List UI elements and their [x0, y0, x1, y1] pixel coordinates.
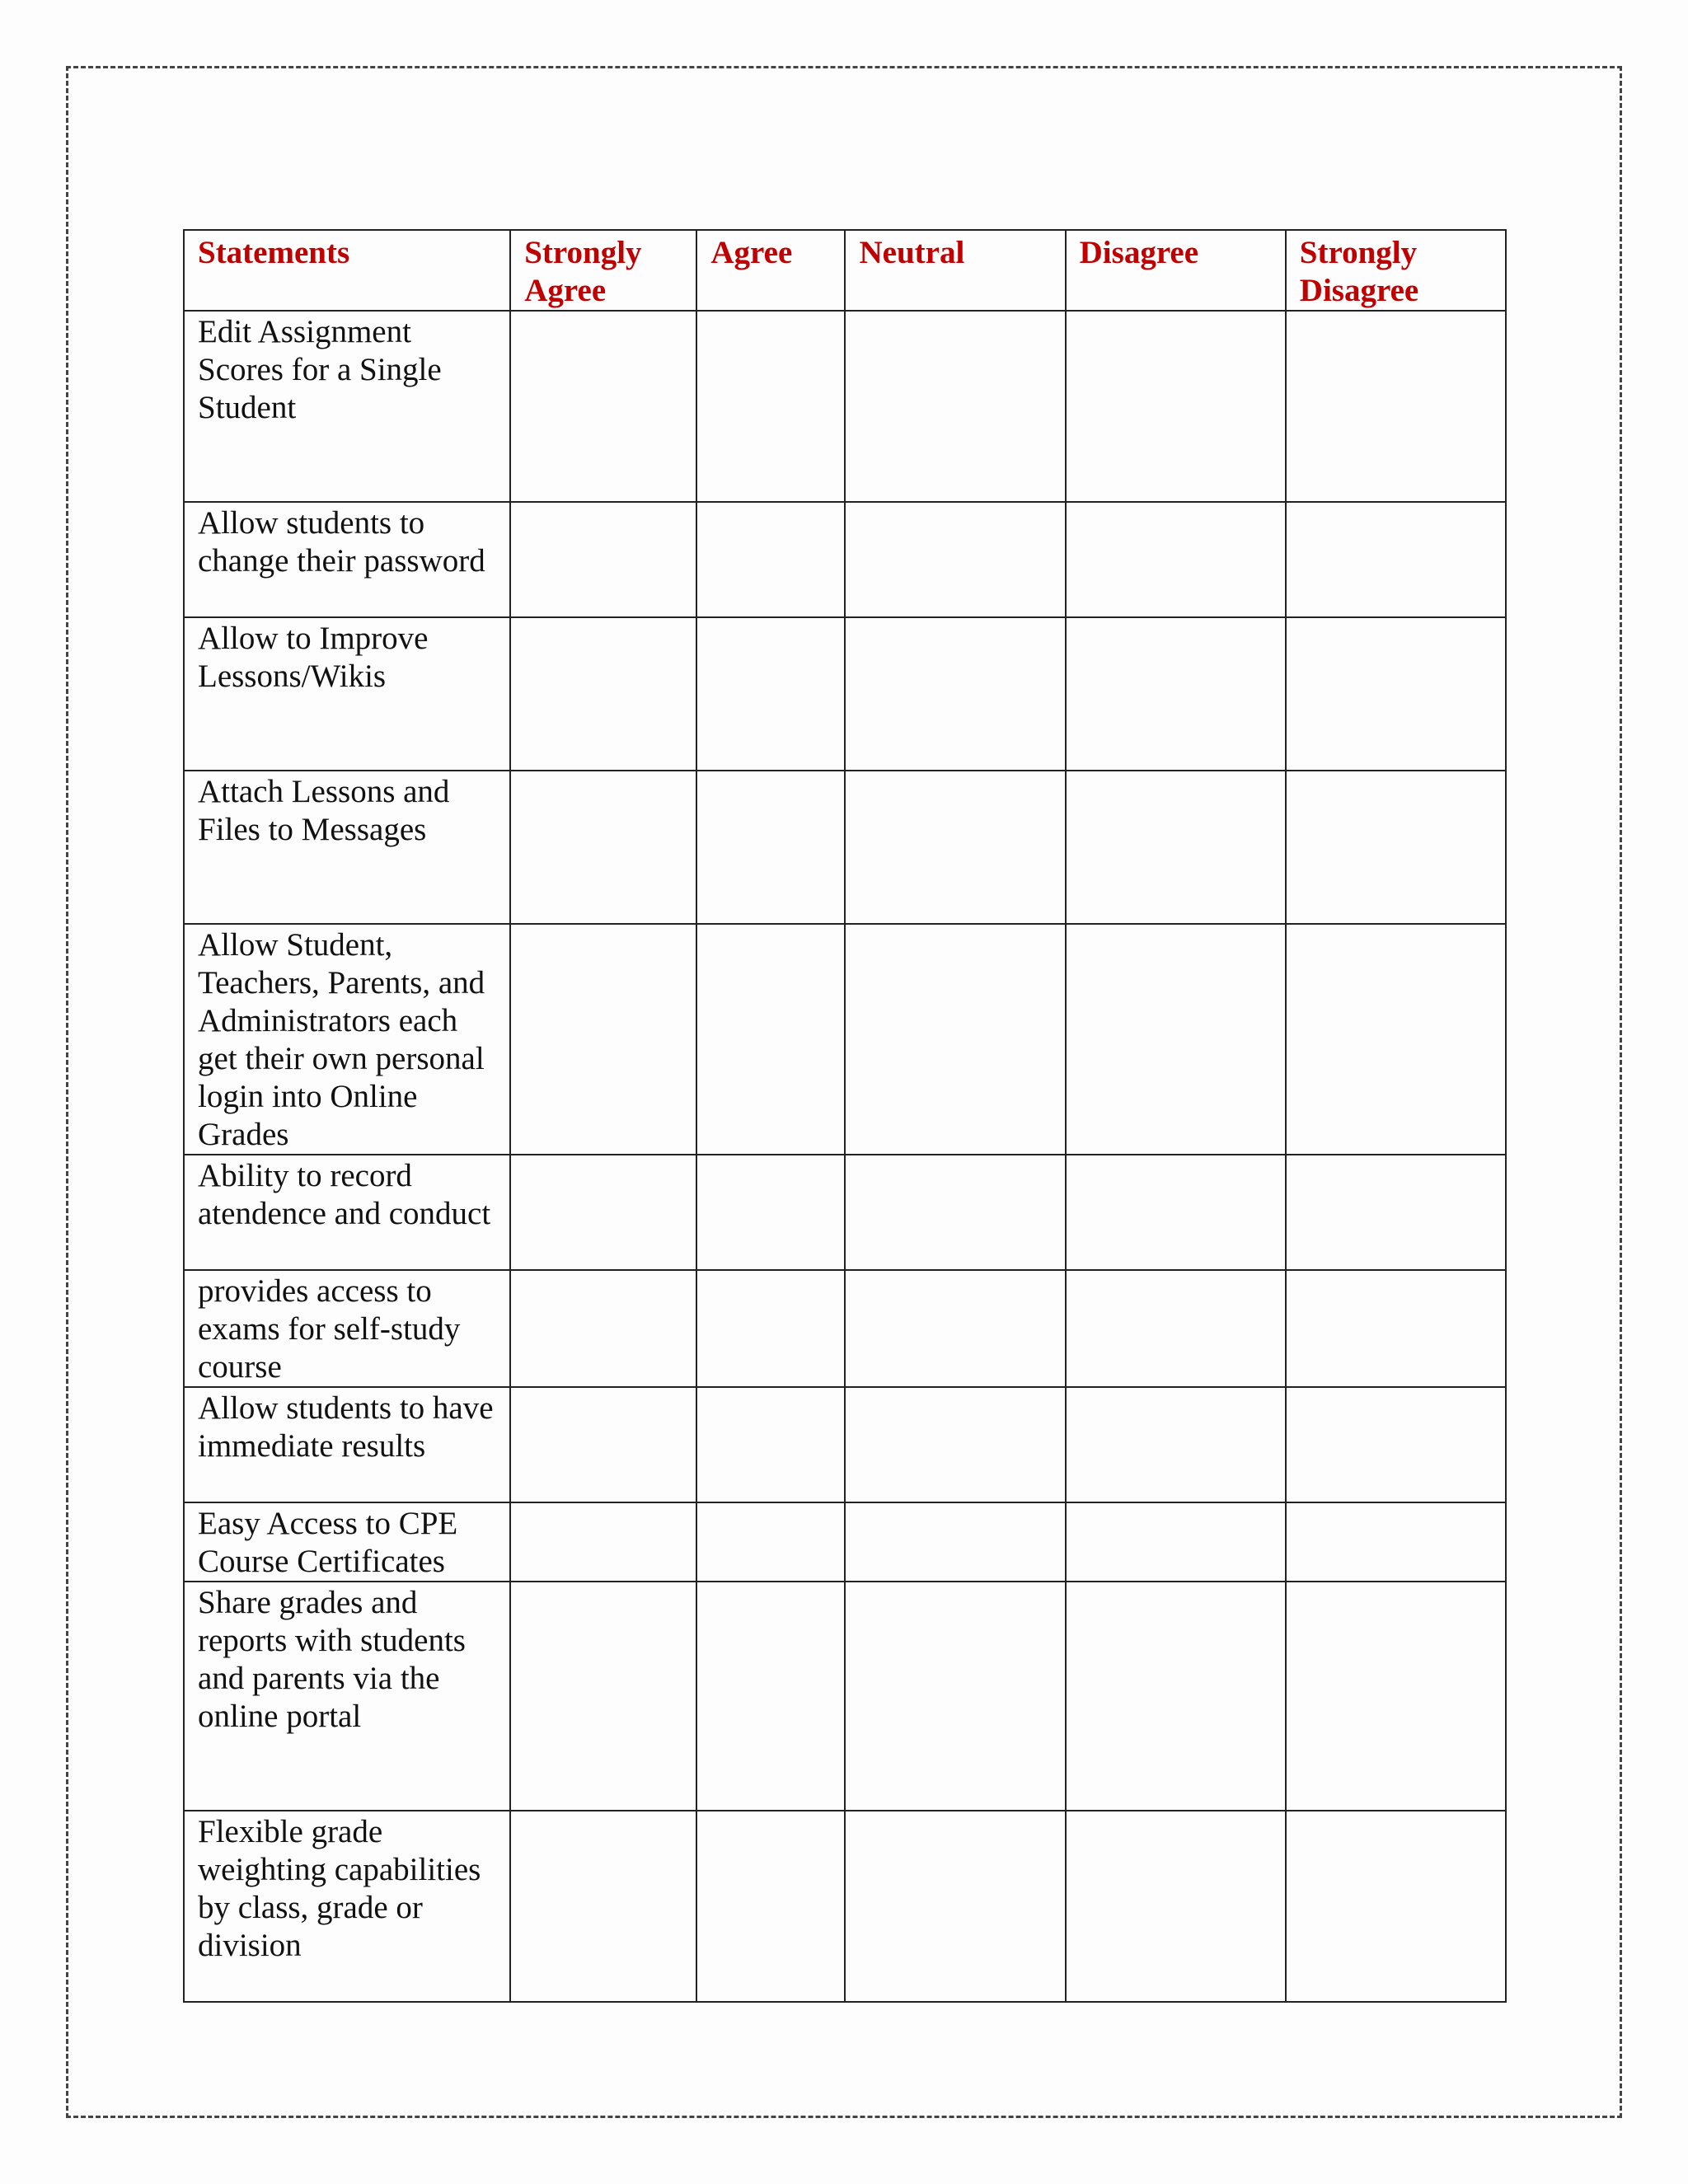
statement-text: Allow to Improve Lessons/Wikis [198, 621, 429, 694]
statement-cell [184, 1811, 510, 2002]
response-cell-neutral[interactable] [845, 311, 1065, 502]
response-cell-agree[interactable] [696, 1582, 845, 1811]
response-cell-strongly-disagree[interactable] [1286, 311, 1506, 502]
response-cell-strongly-agree[interactable] [510, 617, 696, 771]
response-cell-strongly-disagree[interactable] [1286, 1502, 1506, 1582]
response-cell-strongly-agree[interactable] [510, 1270, 696, 1387]
table-row [184, 311, 1506, 502]
response-cell-agree[interactable] [696, 311, 845, 502]
header-strongly-agree: Strongly Agree [510, 230, 696, 311]
statement-cell [184, 502, 510, 617]
response-cell-strongly-disagree[interactable] [1286, 1582, 1506, 1811]
table-row [184, 1387, 1506, 1502]
response-cell-strongly-agree[interactable] [510, 502, 696, 617]
header-agree: Agree [696, 230, 845, 311]
response-cell-strongly-disagree[interactable] [1286, 771, 1506, 924]
response-cell-strongly-agree[interactable] [510, 771, 696, 924]
response-cell-neutral[interactable] [845, 924, 1065, 1155]
statement-text: provides access to exams for self-study course [198, 1273, 461, 1385]
response-cell-disagree[interactable] [1066, 1155, 1286, 1270]
statement-cell [184, 311, 510, 502]
response-cell-neutral[interactable] [845, 617, 1065, 771]
statement-cell [184, 1155, 510, 1270]
response-cell-strongly-disagree[interactable] [1286, 1387, 1506, 1502]
response-cell-neutral[interactable] [845, 1582, 1065, 1811]
response-cell-neutral[interactable] [845, 1387, 1065, 1502]
response-cell-disagree[interactable] [1066, 1582, 1286, 1811]
header-neutral: Neutral [845, 230, 1065, 311]
response-cell-strongly-agree[interactable] [510, 1387, 696, 1502]
statement-cell [184, 1387, 510, 1502]
response-cell-disagree[interactable] [1066, 771, 1286, 924]
response-cell-strongly-disagree[interactable] [1286, 617, 1506, 771]
response-cell-strongly-disagree[interactable] [1286, 1155, 1506, 1270]
statement-text: Edit Assignment Scores for a Single Student [198, 314, 442, 425]
response-cell-strongly-agree[interactable] [510, 1582, 696, 1811]
table-row [184, 1582, 1506, 1811]
response-cell-agree[interactable] [696, 617, 845, 771]
response-cell-agree[interactable] [696, 502, 845, 617]
statement-cell [184, 1502, 510, 1582]
response-cell-strongly-disagree[interactable] [1286, 1270, 1506, 1387]
table-row [184, 1811, 1506, 2002]
response-cell-disagree[interactable] [1066, 617, 1286, 771]
statement-cell [184, 617, 510, 771]
response-cell-neutral[interactable] [845, 502, 1065, 617]
table-row [184, 1155, 1506, 1270]
response-cell-disagree[interactable] [1066, 311, 1286, 502]
survey-body [184, 311, 1506, 2002]
response-cell-neutral[interactable] [845, 1155, 1065, 1270]
response-cell-agree[interactable] [696, 1811, 845, 2002]
response-cell-neutral[interactable] [845, 1502, 1065, 1582]
response-cell-agree[interactable] [696, 771, 845, 924]
response-cell-strongly-disagree[interactable] [1286, 1811, 1506, 2002]
response-cell-neutral[interactable] [845, 771, 1065, 924]
statement-text: Allow students to have immediate results [198, 1390, 494, 1464]
statement-text: Easy Access to CPE Course Certificates [198, 1506, 458, 1579]
statement-cell [184, 1270, 510, 1387]
statement-text: Flexible grade weighting capabilities by class, grade or division [198, 1814, 481, 1963]
statement-text: Share grades and reports with students and parents via the online portal [198, 1585, 466, 1734]
response-cell-disagree[interactable] [1066, 924, 1286, 1155]
table-row [184, 502, 1506, 617]
header-row [184, 230, 1506, 311]
table-row [184, 1270, 1506, 1387]
response-cell-disagree[interactable] [1066, 1270, 1286, 1387]
response-cell-agree[interactable] [696, 1270, 845, 1387]
table-row [184, 617, 1506, 771]
response-cell-strongly-agree[interactable] [510, 924, 696, 1155]
header-statements: Statements [184, 230, 510, 311]
table-row [184, 1502, 1506, 1582]
table-row [184, 924, 1506, 1155]
statement-text: Allow students to change their password [198, 505, 485, 579]
statement-text: Allow Student, Teachers, Parents, and Administrators each get their own personal login into Online Grades [198, 927, 485, 1152]
statement-text: Ability to record atendence and conduct [198, 1158, 491, 1231]
table-row [184, 771, 1506, 924]
response-cell-strongly-agree[interactable] [510, 1502, 696, 1582]
statement-cell [184, 1582, 510, 1811]
statement-text: Attach Lessons and Files to Messages [198, 774, 450, 847]
response-cell-strongly-agree[interactable] [510, 1811, 696, 2002]
response-cell-neutral[interactable] [845, 1811, 1065, 2002]
response-cell-disagree[interactable] [1066, 1811, 1286, 2002]
response-cell-agree[interactable] [696, 1502, 845, 1582]
response-cell-disagree[interactable] [1066, 1502, 1286, 1582]
response-cell-strongly-disagree[interactable] [1286, 502, 1506, 617]
response-cell-agree[interactable] [696, 1155, 845, 1270]
response-cell-disagree[interactable] [1066, 1387, 1286, 1502]
response-cell-strongly-agree[interactable] [510, 1155, 696, 1270]
response-cell-agree[interactable] [696, 924, 845, 1155]
header-strongly-disagree: Strongly Disagree [1286, 230, 1506, 311]
response-cell-agree[interactable] [696, 1387, 845, 1502]
statement-cell [184, 924, 510, 1155]
survey-table [183, 229, 1507, 2003]
header-disagree: Disagree [1066, 230, 1286, 311]
response-cell-strongly-disagree[interactable] [1286, 924, 1506, 1155]
statement-cell [184, 771, 510, 924]
response-cell-disagree[interactable] [1066, 502, 1286, 617]
response-cell-neutral[interactable] [845, 1270, 1065, 1387]
response-cell-strongly-agree[interactable] [510, 311, 696, 502]
